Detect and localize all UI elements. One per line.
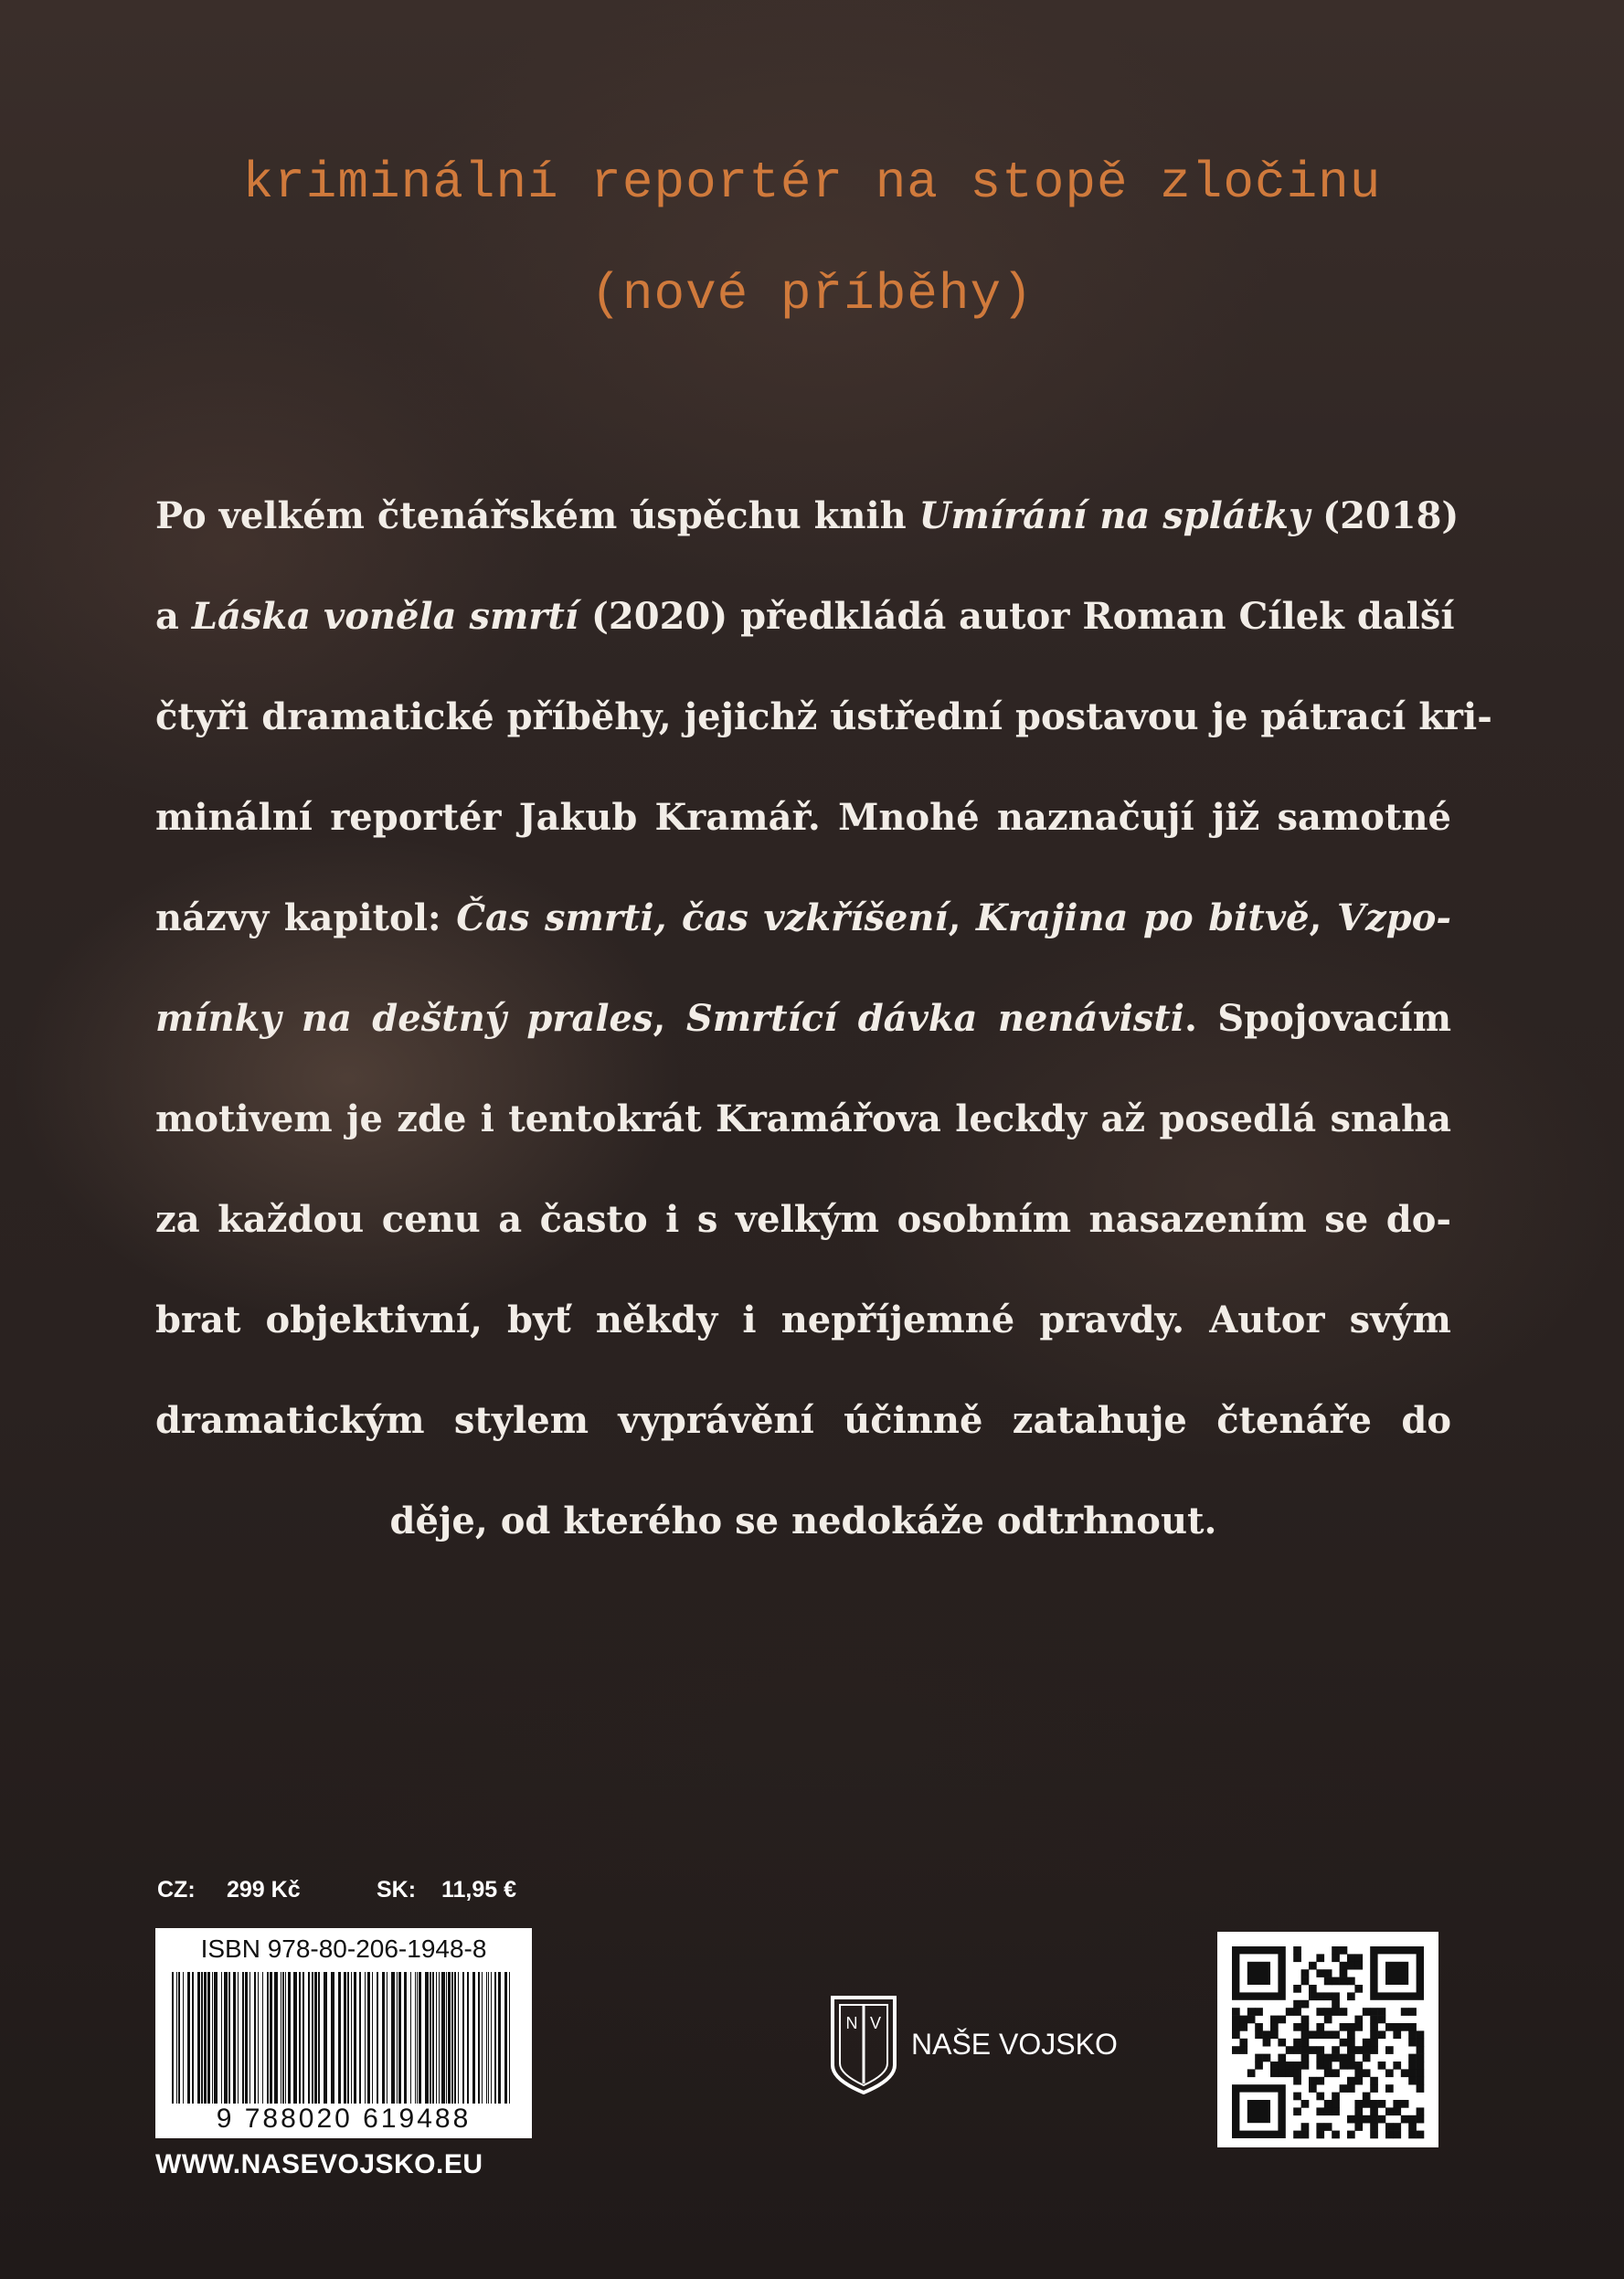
barcode-number: 9 788020 619488: [155, 2104, 532, 2135]
price-cz-value: 299 Kč: [227, 1877, 301, 1903]
barcode-icon: [168, 1972, 519, 2109]
publisher-logo: [827, 1992, 1118, 2096]
subtitle-line-1: kriminální reportér na stopě zločinu: [242, 154, 1382, 212]
price-sk-value: 11,95 €: [441, 1877, 517, 1903]
svg-text:N: N: [845, 2014, 858, 2032]
website-url: WWW.NASEVOJSKO.EU: [155, 2149, 483, 2179]
subtitle-line-2: (nové příběhy): [590, 265, 1034, 323]
blurb-line: a Láska voněla smrtí (2020) předkládá autor Roman Cílek další: [155, 595, 1455, 638]
isbn-text: ISBN 978-80-206-1948-8: [200, 1934, 487, 1963]
qr-code: [1217, 1932, 1438, 2147]
publisher-name: NAŠE VOJSKO: [911, 2027, 1118, 2061]
blurb-line: Po velkém čtenářském úspěchu knih Umírání na splátky (2018): [155, 494, 1459, 537]
blurb-line: děje, od kterého se nedokáže odtrhnout.: [389, 1500, 1217, 1542]
blurb-line: za každou cenu a často i s velkým osobním nasazením se do-: [155, 1198, 1451, 1241]
blurb-line: názvy kapitol: Čas smrti, čas vzkříšení, Krajina po bitvě, Vzpo-: [155, 896, 1451, 939]
blurb-line: dramatickým stylem vyprávění účinně zatahuje čtenáře do: [155, 1399, 1451, 1442]
blurb-line: čtyři dramatické příběhy, jejichž ústřední postavou je pátrací kri-: [155, 695, 1492, 738]
qr-code-icon: [1217, 1932, 1438, 2147]
blurb-line: motivem je zde i tentokrát Kramářova leckdy až posedlá snaha: [155, 1097, 1451, 1140]
blurb-line: brat objektivní, byť někdy i nepříjemné pravdy. Autor svým: [155, 1298, 1451, 1341]
blurb-line: minální reportér Jakub Kramář. Mnohé naznačují již samotné: [155, 796, 1451, 839]
price-sk-label: SK:: [377, 1877, 417, 1903]
blurb-line: mínky na deštný prales, Smrtící dávka nenávisti. Spojovacím: [155, 997, 1452, 1040]
blurb-text: [155, 466, 1492, 1572]
price-cz-label: CZ:: [157, 1877, 196, 1903]
isbn-barcode: [155, 1928, 532, 2138]
svg-text:V: V: [869, 2014, 882, 2032]
shield-logo-icon: [827, 1992, 900, 2096]
